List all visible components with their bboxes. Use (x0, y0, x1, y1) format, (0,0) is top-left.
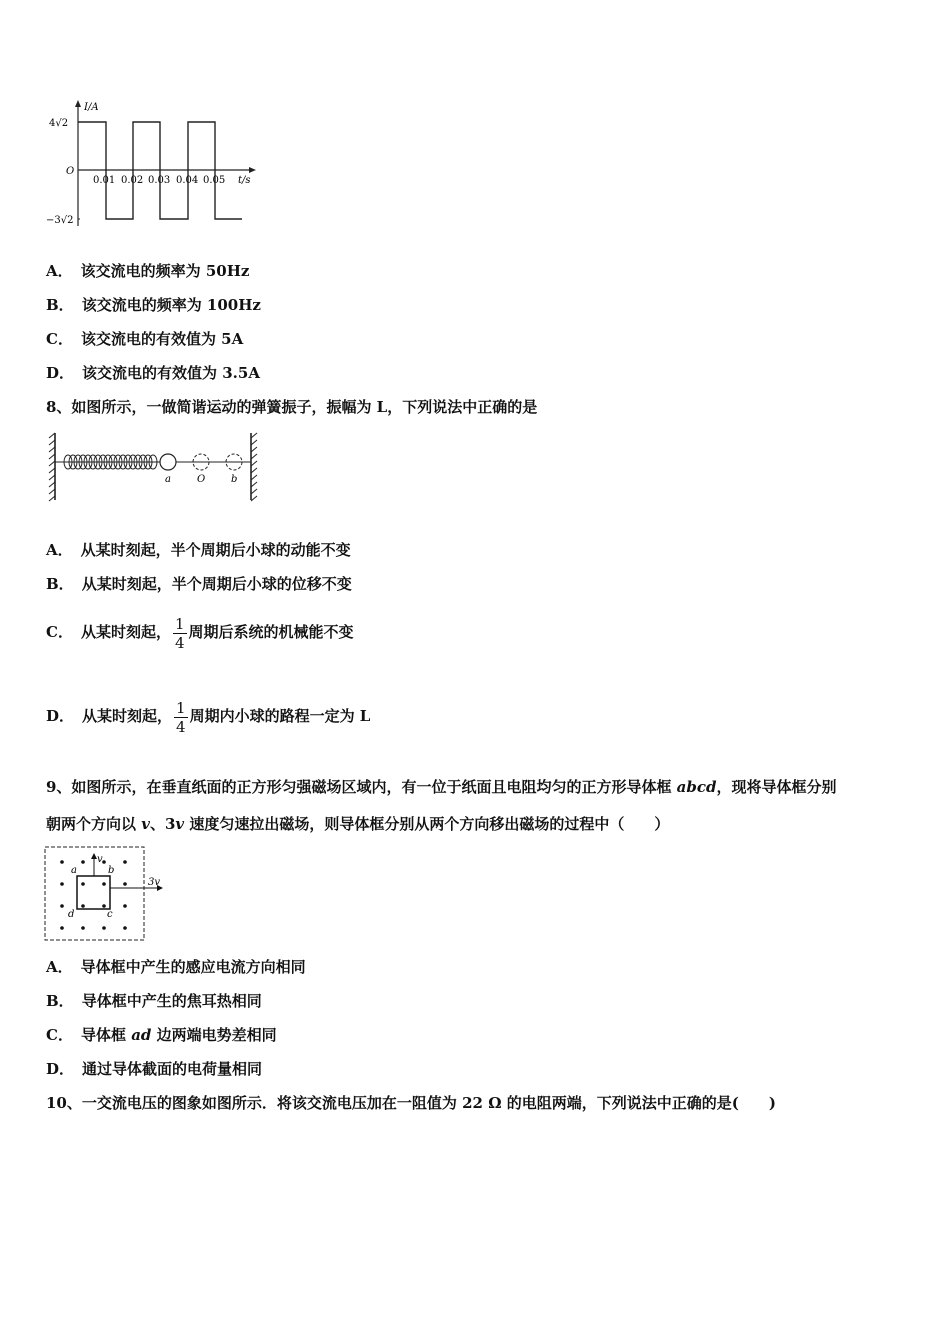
option-text: 导体框中产生的焦耳热相同 (81, 992, 262, 1010)
current-square-wave-figure (46, 98, 261, 230)
option-text: 从某时刻起，半个周期后小球的动能不变 (80, 541, 351, 559)
y-axis-arrow (75, 100, 81, 107)
option-letter: C． (46, 330, 73, 348)
option-letter: D． (46, 1060, 75, 1078)
option-letter: A． (46, 262, 73, 280)
stem-text: 朝两个方向以 (46, 815, 142, 833)
origin-label: O (66, 166, 75, 177)
fraction-numerator: 1 (174, 614, 185, 633)
label-c: c (107, 909, 113, 920)
magnetic-field-figure (44, 845, 170, 943)
q7-option-c[interactable] (46, 329, 243, 349)
q9-option-d[interactable] (46, 1059, 262, 1079)
x-axis-label: t/s (238, 175, 251, 186)
q9-option-b[interactable] (46, 991, 262, 1011)
option-text: 该交流电的有效值为 3.5A (82, 364, 260, 382)
option-text: 从某时刻起，半个周期后小球的位移不变 (81, 575, 352, 593)
y-axis-label: I/A (84, 102, 99, 113)
right-wall-hatch (251, 433, 257, 501)
option-letter: D． (46, 707, 75, 725)
stem-text: 9、如图所示，在垂直纸面的正方形匀强磁场区域内，有一位于纸面且电阻均匀的正方形导体框 (46, 778, 677, 796)
option-text: 该交流电的频率为 50Hz (80, 262, 250, 280)
label-3v: 3v (148, 877, 161, 888)
label-a: a (71, 865, 77, 876)
option-letter: A． (46, 541, 73, 559)
x-tick-label: 0.04 (176, 175, 199, 186)
option-text-before: 从某时刻起， (80, 623, 171, 641)
option-text-after: 周期内小球的路程一定为 L (189, 707, 371, 725)
q7-option-b[interactable] (46, 295, 261, 315)
option-text: 该交流电的频率为 100Hz (81, 296, 261, 314)
q7-option-d[interactable] (46, 363, 260, 383)
label-b: b (231, 474, 238, 485)
label-a: a (165, 474, 171, 485)
option-text-after: 边两端电势差相同 (151, 1026, 277, 1044)
stem-text: 、3 (149, 815, 176, 833)
option-letter: D． (46, 364, 75, 382)
q9-stem-line1 (46, 777, 837, 797)
fraction-denominator: 4 (174, 633, 185, 652)
stem-italic: v (175, 815, 185, 833)
y-high-label: 4√2 (49, 118, 69, 129)
option-text: 通过导体截面的电荷量相同 (82, 1060, 263, 1078)
option-italic: ad (131, 1026, 152, 1044)
x-tick-label: 0.02 (121, 175, 144, 186)
q8-option-d[interactable] (46, 696, 370, 736)
x-tick-label: 0.03 (148, 175, 171, 186)
x-tick-label: 0.01 (93, 175, 116, 186)
stem-text: ，现将导体框分别 (716, 778, 837, 796)
y-low-label: −3√2 (46, 215, 74, 226)
option-text: 导体框中产生的感应电流方向相同 (80, 958, 306, 976)
spring-oscillator-figure (46, 430, 262, 504)
option-text-before: 从某时刻起， (82, 707, 173, 725)
fraction-numerator: 1 (176, 698, 186, 717)
label-d: d (68, 909, 75, 920)
x-axis-arrow (249, 167, 256, 173)
option-letter: B． (46, 992, 74, 1010)
q7-option-a[interactable] (46, 261, 249, 281)
option-letter: B． (46, 575, 74, 593)
fraction-quarter (174, 699, 188, 736)
label-o: O (197, 474, 206, 485)
q10-stem: 10、一交流电压的图象如图所示．将该交流电压加在一阻值为 22 Ω 的电阻两端，下列说法中正确的是( ) (46, 1094, 776, 1112)
option-text-after: 周期后系统的机械能不变 (188, 623, 354, 641)
x-tick-label: 0.05 (203, 175, 226, 186)
q9-option-a[interactable] (46, 957, 306, 977)
conductor-frame-abcd (77, 876, 110, 909)
left-wall-hatch (49, 433, 55, 501)
ball-position-a (160, 454, 176, 470)
option-letter: C． (46, 623, 73, 641)
stem-italic: abcd (676, 778, 717, 796)
stem-text: 速度匀速拉出磁场，则导体框分别从两个方向移出磁场的过程中（ ） (184, 815, 670, 833)
q8-option-c[interactable] (46, 612, 354, 652)
q8-option-b[interactable] (46, 574, 352, 594)
q8-option-a[interactable] (46, 540, 351, 560)
fraction-denominator: 4 (176, 717, 186, 736)
fraction-quarter (173, 615, 187, 652)
option-letter: B． (46, 296, 74, 314)
stem-italic: v (141, 815, 150, 833)
option-text: 该交流电的有效值为 5A (80, 330, 244, 348)
option-letter: C． (46, 1026, 73, 1044)
option-text-before: 导体框 (80, 1026, 132, 1044)
q8-stem: 8、如图所示，一做简谐运动的弹簧振子，振幅为 L，下列说法中正确的是 (46, 398, 538, 416)
label-b: b (108, 865, 115, 876)
label-v: v (97, 854, 103, 865)
q9-stem-line2 (46, 814, 669, 834)
q9-option-c[interactable] (46, 1025, 277, 1045)
option-letter: A． (46, 958, 73, 976)
